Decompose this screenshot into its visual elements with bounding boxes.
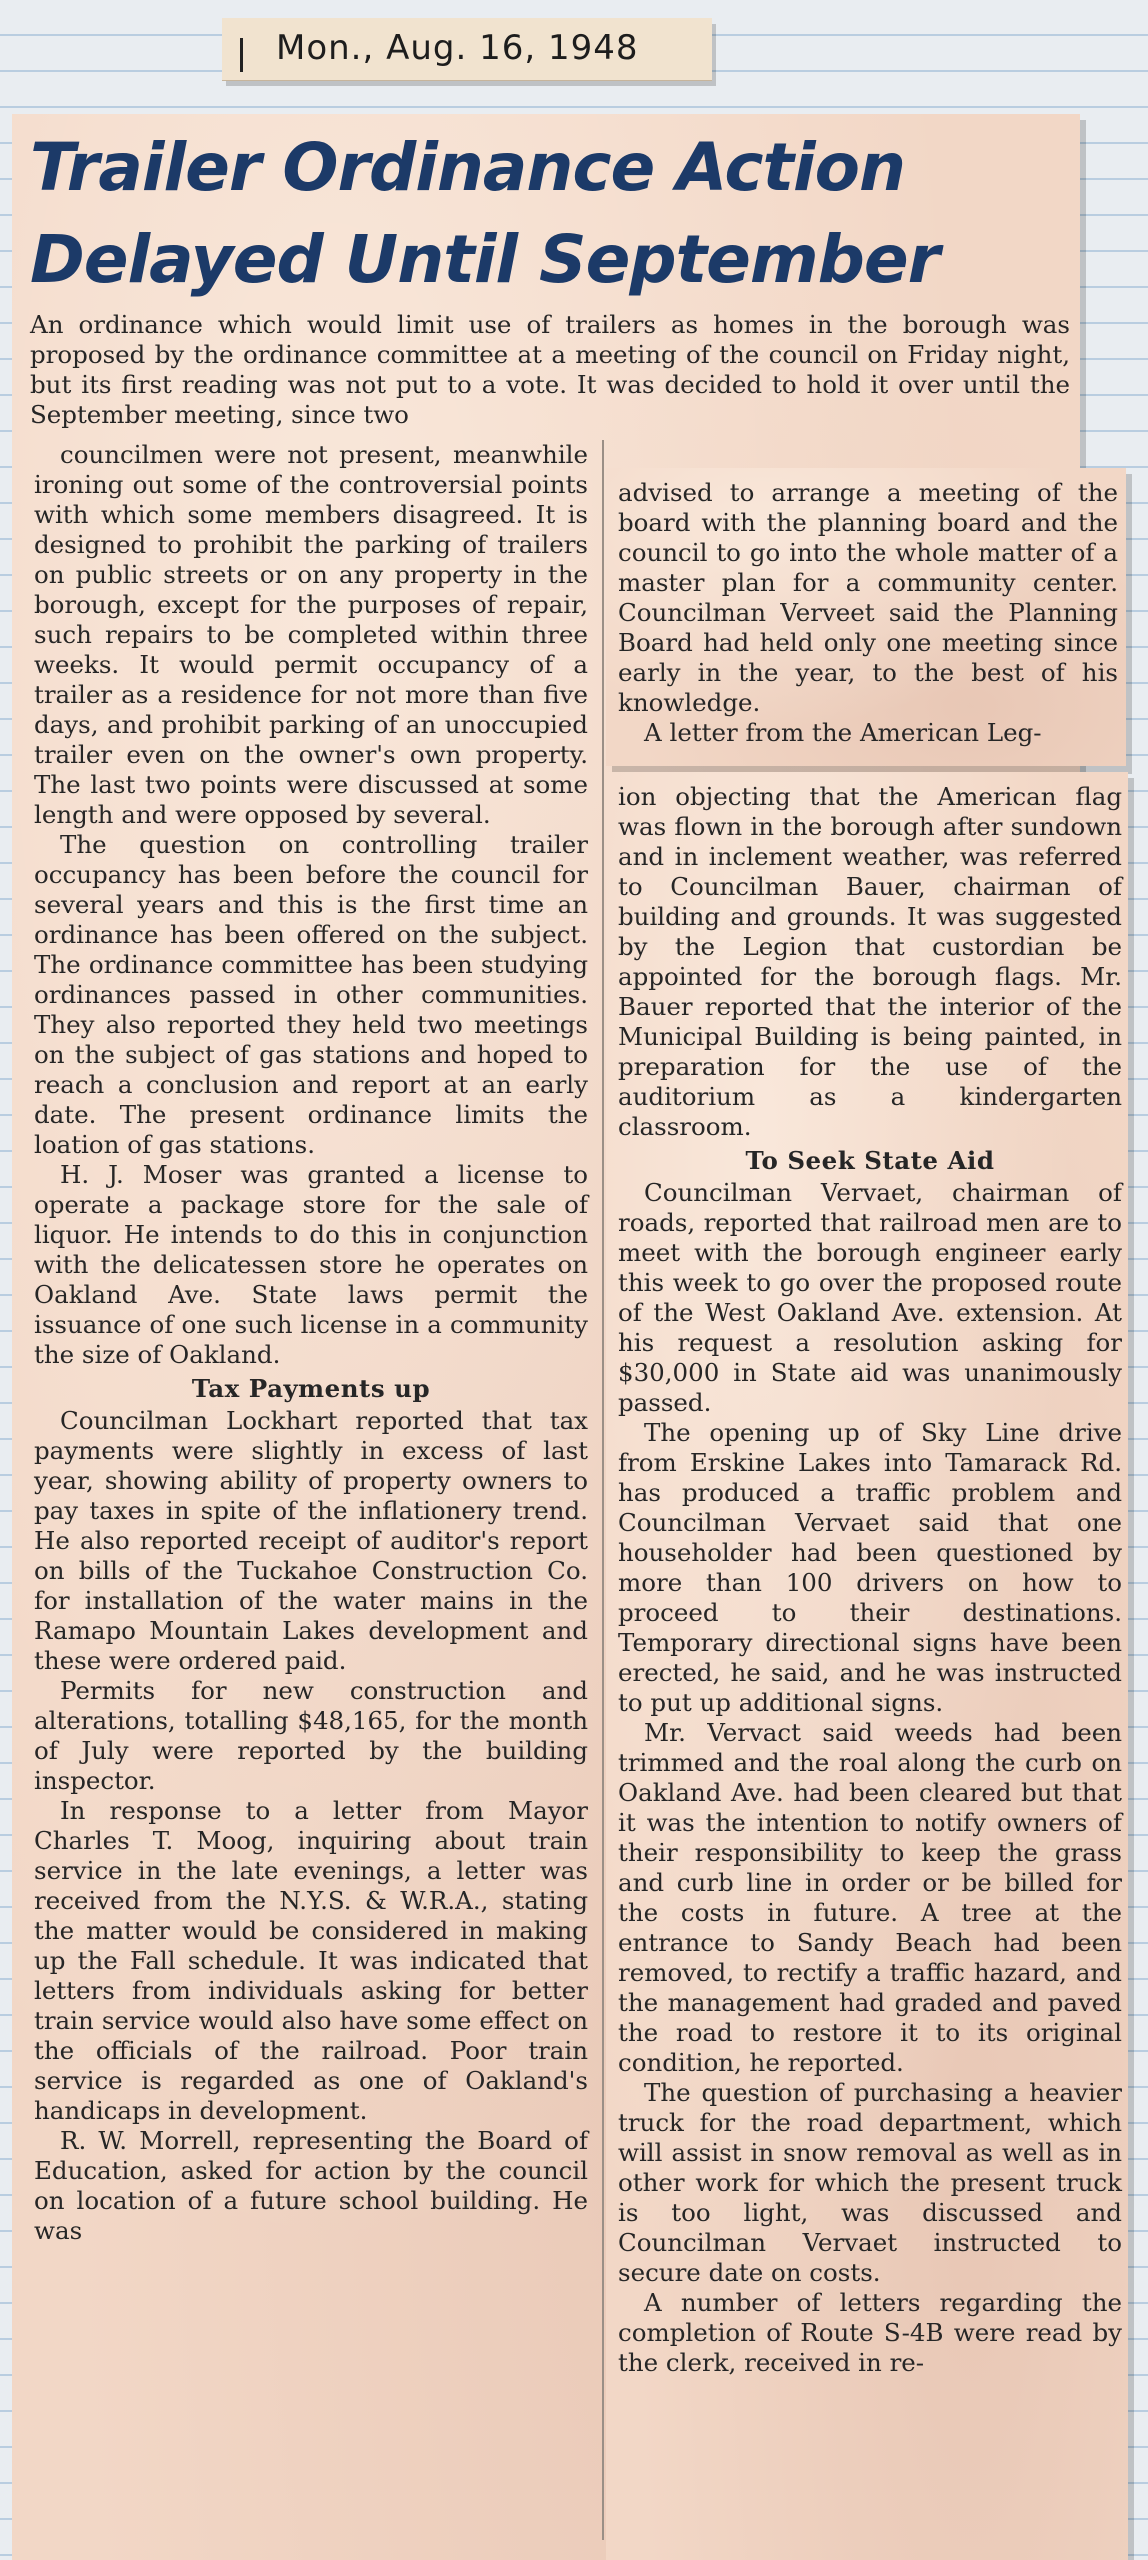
article-headline: Trailer Ordinance Action Delayed Until September [30, 129, 940, 298]
article-paragraph: A number of letters regarding the completion of Route S-4B were read by the clerk, received in re- [618, 2288, 1122, 2377]
article-paragraph: H. J. Moser was granted a license to operate a package store for the sale of liquor. He intends to do this in conjunction with the delicatessen store he operates on Oakland Ave. State laws permit the issuance of one such license in a community the size of Oakland. [34, 1160, 588, 1369]
right-column-bottom [618, 782, 1122, 2378]
article-lead-paragraph: An ordinance which would limit use of trailers as homes in the borough was proposed by the ordinance committee at a meeting of the council on Friday night, but its first reading was not put to a vote. It was decided to hold it over until the September meeting, since two [30, 310, 1070, 429]
article-paragraph: The question on controlling trailer occupancy has been before the council for several years and this is the first time an ordinance has been offered on the subject. The ordinance committee has been studying ordinances passed in other communities. They also reported they held two meetings on the subject of gas stations and hoped to reach a conclusion and report at an early date. The present ordinance limits the loation of gas stations. [34, 830, 588, 1159]
right-column-top [618, 478, 1118, 748]
article-paragraph: advised to arrange a meeting of the board with the planning board and the council to go into the whole matter of a master plan for a community center. Councilman Verveet said the Planning Board had held only one meeting since early in the year, to the best of his knowledge. [618, 478, 1118, 717]
article-paragraph: Councilman Lockhart reported that tax payments were slightly in excess of last year, showing ability of property owners to pay taxes in spite of the inflationery trend. He also reported receipt of auditor's report on bills of the Tuckahoe Construction Co. for installation of the water mains in the Ramapo Mountain Lakes development and these were ordered paid. [34, 1406, 588, 1675]
article-paragraph: The opening up of Sky Line drive from Erskine Lakes into Tamarack Rd. has produced a traffic problem and Councilman Vervaet said that one householder had been questioned by more than 100 drivers on how to proceed to their destinations. Temporary directional signs have been erected, he said, and he was instructed to put up additional signs. [618, 1418, 1122, 1717]
article-paragraph: The question of purchasing a heavier truck for the road department, which will assist in snow removal as well as in other work for which the present truck is too light, was discussed and Councilman Vervaet instructed to secure date on costs. [618, 2078, 1122, 2287]
article-paragraph: ion objecting that the American flag was flown in the borough after sundown and in inclement weather, was referred to Councilman Bauer, chairman of building and grounds. It was suggested by the Legion that custordian be appointed for the borough flags. Mr. Bauer reported that the interior of the Municipal Building is being painted, in preparation for the use of the auditorium as a kindergarten classroom. [618, 782, 1122, 1141]
article-paragraph: A letter from the American Leg- [644, 718, 1042, 747]
article-paragraph: Mr. Vervact said weeds had been trimmed and the roal along the curb on Oakland Ave. had been cleared but that it was the intention to notify owners of their responsibility to keep the grass and curb line in order or be billed for the costs in future. A tree at the entrance to Sandy Beach had been removed, to rectify a traffic hazard, and the management had graded and paved the road to restore it to its original condition, he reported. [618, 1718, 1122, 2077]
section-subhead: To Seek State Aid [745, 1146, 995, 1175]
article-paragraph: In response to a letter from Mayor Charles T. Moog, inquiring about train service in the late evenings, a letter was received from the N.Y.S. & W.R.A., stating the matter would be considered in making up the Fall schedule. It was indicated that letters from individuals asking for better train service would also have some effect on the officials of the railroad. Poor train service is regarded as one of Oakland's handicaps in development. [34, 1796, 588, 2125]
clipping-date: Mon., Aug. 16, 1948 [276, 28, 639, 68]
article-paragraph: R. W. Morrell, representing the Board of Education, asked for action by the council on location of a future school building. He was [34, 2126, 588, 2245]
article-paragraph: Councilman Vervaet, chairman of roads, reported that railroad men are to meet with the borough engineer early this week to go over the proposed route of the West Oakland Ave. extension. At his request a resolution asking for $30,000 in State aid was unanimously passed. [618, 1178, 1122, 1417]
date-slip [222, 18, 712, 81]
article-paragraph: councilmen were not present, meanwhile ironing out some of the controversial points with which some members disagreed. It is designed to prohibit the parking of trailers on public streets or on any property in the borough, except for the purposes of repair, such repairs to be completed within three weeks. It would permit occupancy of a trailer as a residence for not more than five days, and prohibit parking of an unoccupied trailer even on the owner's own property. The last two points were discussed at some length and were opposed by several. [34, 440, 588, 829]
date-slip-rule [240, 38, 243, 72]
left-column [34, 440, 588, 2246]
article-paragraph: Permits for new construction and alterations, totalling $48,165, for the month of July were reported by the building inspector. [34, 1676, 588, 1795]
section-subhead: Tax Payments up [191, 1374, 431, 1403]
column-divider [602, 440, 604, 2540]
